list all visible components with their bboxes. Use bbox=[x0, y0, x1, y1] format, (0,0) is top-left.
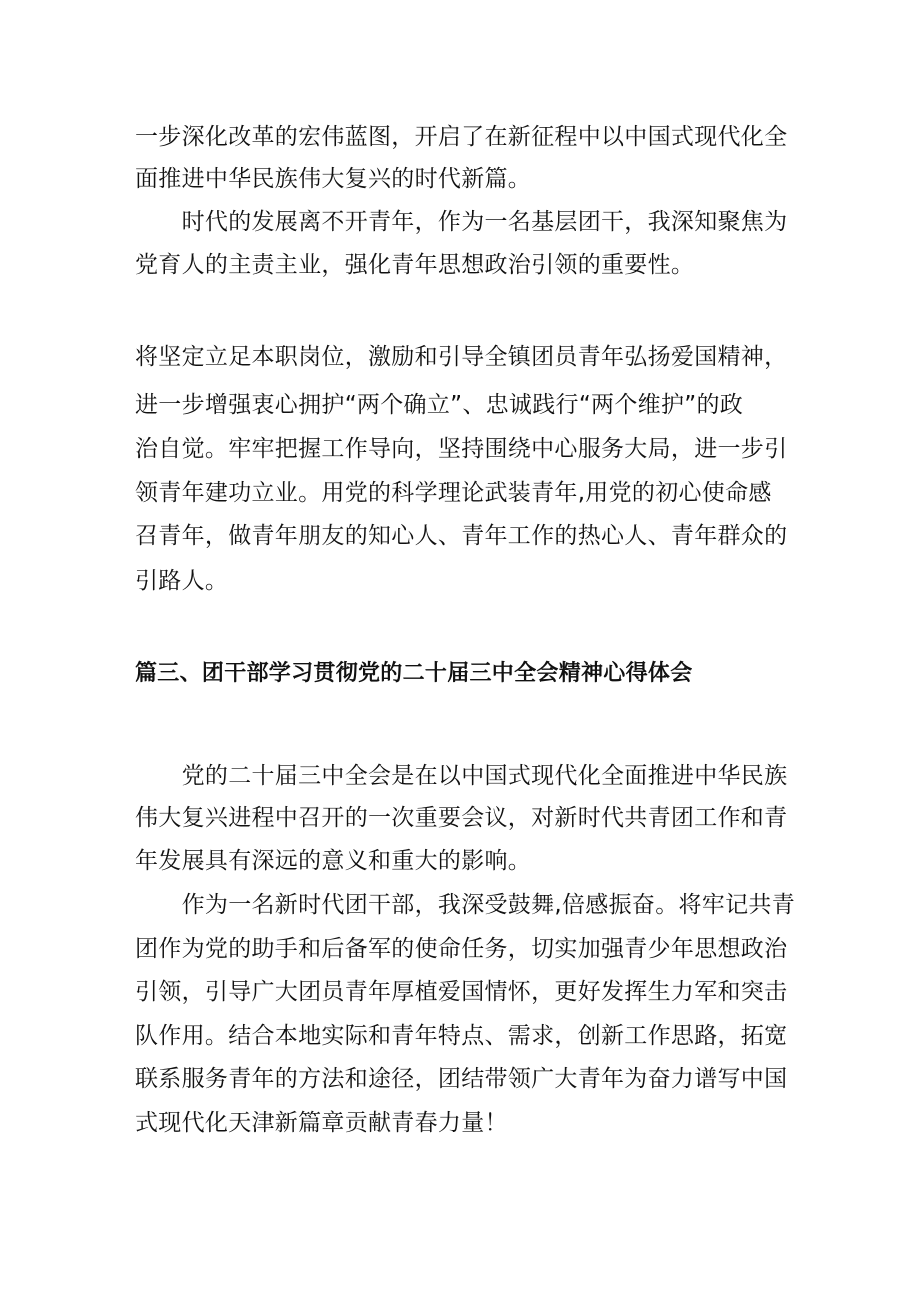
paragraph-line: 召青年，做青年朋友的知心人、青年工作的热心人、青年群众的 bbox=[135, 523, 788, 549]
paragraph-line: 党的二十届三中全会是在以中国式现代化全面推进中华民族 bbox=[135, 763, 788, 789]
paragraph-line: 式现代化天津新篇章贡献青春力量！ bbox=[135, 1110, 508, 1136]
paragraph-line: 伟大复兴进程中召开的一次重要会议，对新时代共青团工作和青 bbox=[135, 805, 788, 831]
paragraph-line: 联系服务青年的方法和途径，团结带领广大青年为奋力谱写中国 bbox=[135, 1066, 788, 1092]
paragraph-line: 领青年建功立业。用党的科学理论武装青年,用党的初心使命感 bbox=[135, 480, 772, 506]
paragraph-line: 将坚定立足本职岗位，激励和引导全镇团员青年弘扬爱国精神， bbox=[135, 344, 788, 370]
paragraph-line: 团作为党的助手和后备军的使命任务，切实加强青少年思想政治 bbox=[135, 936, 788, 962]
paragraph-line: 引路人。 bbox=[135, 568, 229, 594]
paragraph-line: 党育人的主责主业，强化青年思想政治引领的重要性。 bbox=[135, 252, 695, 278]
paragraph-line: 年发展具有深远的意义和重大的影响。 bbox=[135, 848, 532, 874]
paragraph-line: 治自觉。牢牢把握工作导向，坚持围绕中心服务大局，进一步引 bbox=[135, 436, 788, 462]
paragraph-line: 面推进中华民族伟大复兴的时代新篇。 bbox=[135, 166, 532, 192]
section-heading: 篇三、团干部学习贯彻党的二十届三中全会精神心得体会 bbox=[135, 661, 693, 686]
paragraph-line: 引领，引导广大团员青年厚植爱国情怀，更好发挥生力军和突击 bbox=[135, 979, 788, 1005]
paragraph-line: 时代的发展离不开青年，作为一名基层团干，我深知聚焦为 bbox=[135, 209, 788, 235]
paragraph-line: 一步深化改革的宏伟蓝图，开启了在新征程中以中国式现代化全 bbox=[135, 124, 788, 150]
paragraph-line: 作为一名新时代团干部，我深受鼓舞,倍感振奋。将牢记共青 bbox=[135, 892, 796, 918]
paragraph-line: 队作用。结合本地实际和青年特点、需求，创新工作思路，拓宽 bbox=[135, 1023, 788, 1049]
paragraph-line: 进一步增强衷心拥护“两个确立”、忠诚践行“两个维护”的政 bbox=[135, 392, 744, 418]
